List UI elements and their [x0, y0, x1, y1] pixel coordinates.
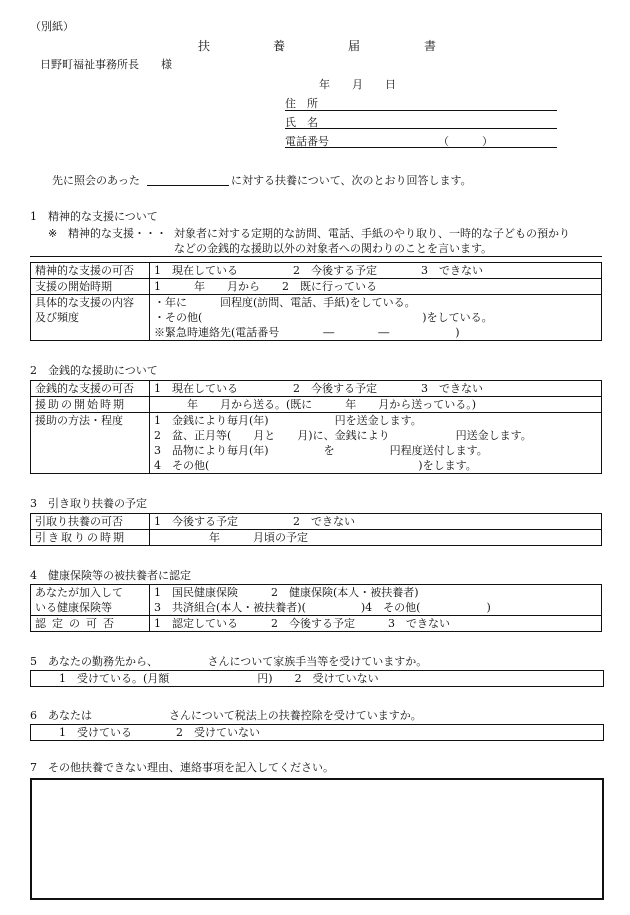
s1-row1-label: 精神的な支援の可否: [31, 263, 150, 279]
s2-row2-label: 援助の開始時期: [31, 397, 150, 413]
s3-row1-label: 引取り扶養の可否: [31, 514, 150, 530]
s2-heading: 2 金銭的な援助について: [30, 364, 158, 377]
s2-row1-label: 金銭的な支援の可否: [31, 381, 150, 397]
title-char-2: 養: [273, 39, 286, 53]
s4-ins-label-1: あなたが加入して: [35, 586, 123, 599]
s2-row1-options[interactable]: 1 現在している 2 今後する予定 3 できない: [150, 381, 602, 397]
table-row: [31, 263, 602, 279]
s2-method-line-4: 4 その他( )をします。: [154, 459, 477, 472]
s2-method-label: 援助の方法・程度: [31, 413, 150, 474]
phone-paren: （ ）: [438, 135, 493, 148]
s4-ins-content[interactable]: [150, 585, 602, 616]
s4-cert-label: 認定の可否: [31, 616, 150, 632]
s1-detail-line-3: ※緊急時連絡先(電話番号 ― ― ): [154, 326, 460, 339]
s1-detail-label: [31, 295, 150, 341]
s2-method-line-3: 3 品物により毎月(年) を 円程度送付します。: [154, 444, 488, 457]
s1-detail-label-1: 具体的な支援の内容: [35, 296, 134, 309]
s4-ins-label-2: いる健康保険等: [35, 601, 112, 614]
s1-detail-content[interactable]: [150, 295, 602, 341]
title-char-4: 書: [424, 39, 437, 53]
s3-table: [30, 513, 602, 546]
phone-field[interactable]: [285, 147, 557, 148]
table-row: [31, 514, 602, 530]
name-field[interactable]: [285, 128, 557, 129]
s2-table: [30, 380, 602, 474]
s1-heading: 1 精神的な支援について: [30, 210, 158, 223]
s3-row2-label: 引き取りの時期: [31, 530, 150, 546]
s4-ins-line-2: 3 共済組合(本人・被扶養者)( )4 その他( ): [154, 601, 491, 614]
s7-notes-box[interactable]: [30, 778, 604, 900]
s4-ins-label: [31, 585, 150, 616]
s6-heading: 6 あなたは さんについて税法上の扶養控除を受けていますか。: [30, 709, 422, 722]
annex-label: （別紙）: [30, 20, 74, 33]
s1-detail-line-2: ・その他( )をしている。: [154, 311, 493, 324]
s3-heading: 3 引き取り扶養の予定: [30, 497, 147, 510]
s1-note-rule: [30, 256, 602, 257]
s4-table: [30, 584, 602, 632]
intro-after: に対する扶養について、次のとおり回答します。: [231, 174, 472, 187]
s1-row2-label: 支援の開始時期: [31, 279, 150, 295]
s7-heading: 7 その他扶養できない理由、連絡事項を記入してください。: [30, 761, 334, 774]
s2-row2-options[interactable]: 年 月から送る。(既に 年 月から送っている。): [150, 397, 602, 413]
table-row: [31, 279, 602, 295]
s1-note-line2: などの金銭的な援助以外の対象者への関わりのことを言います。: [174, 242, 493, 255]
addressee: 日野町福祉事務所長 様: [40, 58, 172, 71]
table-row: [31, 381, 602, 397]
table-row: [31, 616, 602, 632]
table-row: [31, 585, 602, 616]
intro-subject-field[interactable]: [147, 185, 229, 186]
address-field[interactable]: [285, 110, 557, 111]
s6-options: 1 受けている 2 受けていない: [59, 726, 260, 739]
phone-label: 電話番号: [285, 135, 329, 148]
s3-row2-options[interactable]: 年 月頃の予定: [150, 530, 602, 546]
s2-method-line-2: 2 盆、正月等( 月と 月)に、金銭により 円送金します。: [154, 429, 532, 442]
s1-note-term: 精神的な支援・・・: [68, 227, 167, 240]
s4-heading: 4 健康保険等の被扶養者に認定: [30, 569, 191, 582]
title-char-1: 扶: [198, 39, 211, 53]
s1-note-line1: 対象者に対する定期的な訪問、電話、手紙のやり取り、一時的な子どもの預かり: [174, 227, 570, 240]
s1-row1-options[interactable]: 1 現在している 2 今後する予定 3 できない: [150, 263, 602, 279]
title-char-3: 届: [348, 39, 361, 53]
s1-table: [30, 262, 602, 341]
address-label: 住 所: [285, 97, 318, 110]
s1-row2-options[interactable]: 1 年 月から 2 既に行っている: [150, 279, 602, 295]
s2-method-line-1: 1 金銭により毎月(年) 円を送金します。: [154, 414, 422, 427]
s3-row1-options[interactable]: 1 今後する予定 2 できない: [150, 514, 602, 530]
table-row: [31, 530, 602, 546]
intro-before: 先に照会のあった: [52, 174, 140, 187]
table-row: [31, 397, 602, 413]
s2-method-content[interactable]: [150, 413, 602, 474]
s1-detail-label-2: 及び頻度: [35, 311, 79, 324]
s4-ins-line-1: 1 国民健康保険 2 健康保険(本人・被扶養者): [154, 586, 419, 599]
s5-heading: 5 あなたの勤務先から、 さんについて家族手当等を受けていますか。: [30, 655, 428, 668]
s4-cert-options[interactable]: 1 認定している 2 今後する予定 3 できない: [150, 616, 602, 632]
table-row: [31, 413, 602, 474]
s1-note-mark: ※: [48, 227, 58, 240]
s5-options-box[interactable]: [30, 670, 604, 687]
date-line: 年 月 日: [319, 78, 396, 91]
s6-options-box[interactable]: [30, 724, 604, 741]
s5-options: 1 受けている。(月額 円) 2 受けていない: [59, 672, 379, 685]
table-row: [31, 295, 602, 341]
name-label: 氏 名: [285, 116, 318, 129]
s1-detail-line-1: ・年に 回程度(訪問、電話、手紙)をしている。: [154, 296, 416, 309]
